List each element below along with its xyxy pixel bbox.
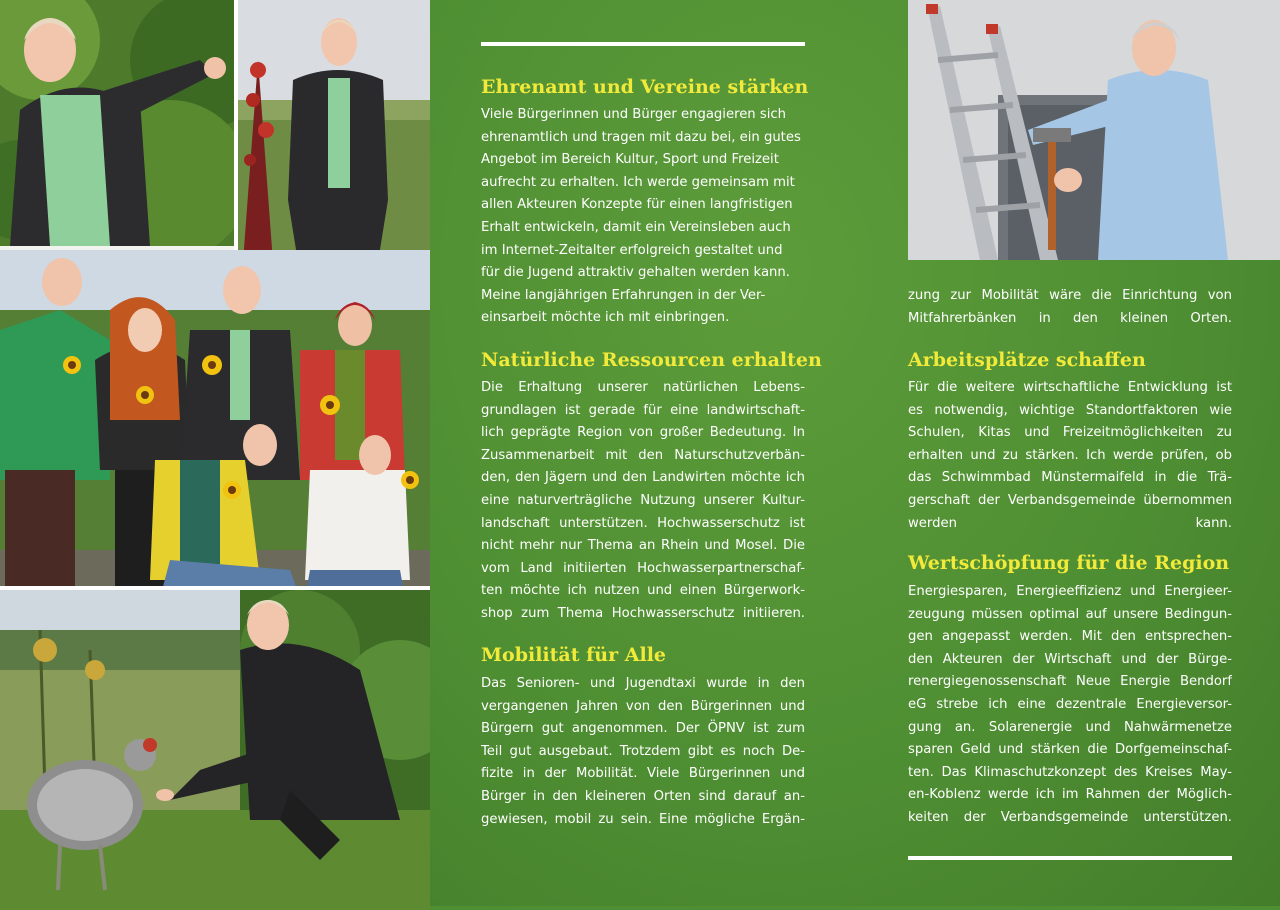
- text-line: im Internet-Zeitalter erfolgreich gestaltet und: [481, 242, 783, 258]
- paragraph-ehrenamt: [481, 104, 805, 330]
- text-line: erhalten und zu stärken. Ich werde prüfen, ob: [908, 447, 1232, 463]
- text-line: Teil gut ausgebaut. Trotzdem gibt es noch De-: [481, 743, 805, 759]
- heading-arbeitsplaetze: Arbeitsplätze schaffen: [908, 349, 1146, 371]
- text-line: eG strebe ich eine dezentrale Energieversor-: [908, 696, 1232, 712]
- text-line: aufrecht zu erhalten. Ich werde gemeinsam mit: [481, 174, 795, 190]
- divider-top: [481, 42, 805, 46]
- text-line: gung an. Solarenergie und Nahwärmenetze: [908, 719, 1232, 735]
- text-line: ten. Das Klimaschutzkonzept des Kreises May-: [908, 764, 1232, 780]
- photo-group-sunflowers: [0, 250, 430, 598]
- photo-man-on-ladder: [908, 0, 1280, 260]
- paragraph-mobilitaet-continued: [908, 285, 1232, 330]
- text-line: Viele Bürgerinnen und Bürger engagieren sich: [481, 107, 787, 122]
- text-line: gen angepasst werden. Mit den entsprechen-: [908, 629, 1232, 645]
- text-line: shop zum Thema Hochwasserschutz initiieren.: [481, 605, 805, 621]
- photo-collage: [0, 0, 430, 906]
- text-line: vergangenen Jahren von den Bürgerinnen und: [481, 698, 805, 714]
- text-line: Bürgern gut angenommen. Der ÖPNV ist zum: [481, 721, 805, 737]
- text-line: landschaft unterstützen. Hochwasserschutz ist: [481, 515, 805, 531]
- text-line: Für die weitere wirtschaftliche Entwicklung ist: [908, 380, 1232, 395]
- text-line: keiten der Verbandsgemeinde unterstützen.: [908, 809, 1232, 825]
- text-line: Zusammenarbeit mit den Naturschutzverbän-: [481, 447, 805, 463]
- text-line: gewiesen, mobil zu sein. Eine mögliche Ergän-: [481, 811, 805, 827]
- text-line: Angebot im Bereich Kultur, Sport und Freizeit: [481, 152, 779, 168]
- text-line: Bürger in den kleineren Orten sind darauf an-: [481, 788, 805, 804]
- text-line: sparen Geld und stärken die Dorfgemeinschaf-: [908, 742, 1232, 758]
- text-line: zeugung müssen optimal auf unsere Bedingun-: [908, 606, 1232, 622]
- text-line: renergiegenossenschaft Neue Energie Bendorf: [908, 674, 1232, 690]
- heading-ressourcen: Natürliche Ressourcen erhalten: [481, 349, 822, 371]
- text-line: Meine langjährigen Erfahrungen in der Ver-: [481, 287, 766, 303]
- text-line: lich geprägte Region von großer Bedeutung. In: [481, 425, 805, 441]
- text-line: vom Land initiierten Hochwasserpartnerschaf-: [481, 560, 805, 576]
- text-line: grundlagen ist gerade für eine landwirtschaft-: [481, 402, 805, 418]
- photo-man-pointing: [0, 0, 244, 246]
- text-line: den Akteuren der Wirtschaft und der Bürge-: [908, 651, 1232, 667]
- text-line: für die Jugend attraktiv gehalten werden kann.: [481, 265, 790, 281]
- text-line: allen Akteuren Konzepte für einen langfristigen: [481, 197, 793, 213]
- heading-wertschoepfung: Wertschöpfung für die Region: [908, 552, 1230, 574]
- text-line: werden kann.: [908, 515, 1232, 531]
- text-line: Die Erhaltung unserer natürlichen Lebens-: [481, 380, 805, 395]
- paragraph-wertschoepfung: [908, 581, 1232, 830]
- divider-bottom: [908, 856, 1232, 860]
- text-line: fizite in der Mobilität. Viele Bürgerinnen und: [481, 766, 805, 782]
- text-line: es notwendig, wichtige Standortfaktoren wie: [908, 402, 1232, 418]
- text-line: en-Koblenz werde ich im Rahmen der Möglich-: [908, 787, 1232, 803]
- text-line: ten möchte ich nutzen und einen Bürgerwork-: [481, 583, 805, 599]
- photo-man-with-chicken: [0, 586, 430, 910]
- paragraph-mobilitaet: [481, 673, 805, 831]
- heading-mobilitaet: Mobilität für Alle: [481, 644, 666, 666]
- paragraph-ressourcen: [481, 377, 805, 626]
- photo-man-standing: [234, 0, 434, 266]
- text-line: Mitfahrerbänken in den kleinen Orten.: [908, 310, 1232, 326]
- text-line: Energiesparen, Energieeffizienz und Energieer-: [908, 584, 1232, 599]
- text-line: zung zur Mobilität wäre die Einrichtung von: [908, 288, 1232, 303]
- text-line: ehrenamtlich und tragen mit dazu bei, ein gutes: [481, 129, 801, 145]
- text-line: den, den Jägern und den Landwirten möchte ich: [481, 470, 805, 486]
- heading-ehrenamt: Ehrenamt und Vereine stärken: [481, 76, 809, 98]
- text-line: Erhalt entwickeln, damit ein Vereinsleben auch: [481, 219, 791, 235]
- text-line: gerschaft der Verbandsgemeinde übernommen: [908, 492, 1232, 508]
- text-line: einsarbeit möchte ich mit einbringen.: [481, 310, 730, 326]
- text-line: nicht mehr nur Thema an Rhein und Mosel. Die: [481, 538, 805, 554]
- text-line: Das Senioren- und Jugendtaxi wurde in den: [481, 676, 805, 691]
- text-line: Schulen, Kitas und Freizeitmöglichkeiten zu: [908, 425, 1232, 441]
- paragraph-arbeitsplaetze: [908, 377, 1232, 535]
- text-line: das Schwimmbad Münstermaifeld in die Trä-: [908, 470, 1232, 486]
- text-line: eine naturverträgliche Nutzung unserer Kultur-: [481, 492, 805, 508]
